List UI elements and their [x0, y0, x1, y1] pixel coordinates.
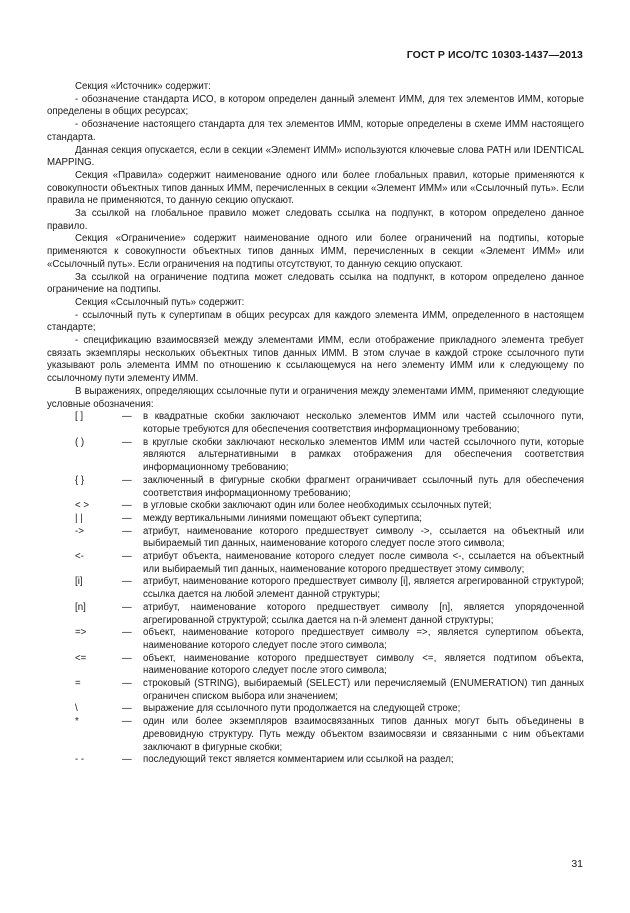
dash: —	[122, 474, 132, 486]
standard-header: ГОСТ Р ИСО/ТС 10303-1437—2013	[406, 49, 583, 61]
notation-item	[47, 526, 584, 551]
notation-text: атрибут, наименование которого предшествует символу ->, ссылается на объектный или выбираемый тип данных, наименование которого следует после этого символа;	[143, 525, 584, 550]
notation-item	[47, 513, 584, 526]
dash: —	[122, 576, 132, 588]
dash: —	[122, 551, 132, 563]
paragraph: Секция «Ссылочный путь» содержит:	[75, 296, 245, 308]
dash: —	[122, 500, 132, 512]
paragraph: - спецификацию взаимосвязей между элементами ИММ, если отображение прикладного элемента требует связать экземпляры нескольких объектных типов данных ИММ. В этом случае в каждой строке ссылочного пути указывают роль элемента ИММ по отношению к ссылающемуся на него элементу ИММ или к следующему по ссылочному пути элементу ИММ.	[47, 335, 584, 385]
notation-symbol: [ ]	[75, 411, 84, 423]
notation-item	[47, 627, 584, 652]
dash: —	[122, 627, 132, 639]
notation-text: в квадратные скобки заключают несколько элементов ИММ или частей ссылочного пути, которые требуются для обеспечения соответствия информационному требованию;	[143, 411, 584, 435]
dash: —	[122, 436, 132, 448]
notation-item	[47, 678, 584, 703]
notation-symbol: < >	[75, 500, 90, 512]
notation-symbol: <=	[75, 652, 87, 664]
notation-text: между вертикальными линиями помещают объект супертипа;	[143, 512, 422, 524]
dash: —	[122, 411, 132, 423]
notation-symbol: =	[75, 678, 81, 690]
notation-item	[47, 703, 584, 716]
notation-text: один или более экземпляров взаимосвязанных типов данных могут быть объединены в древовидную структуру. Путь между объектом взаимосвязи и связанными с ним объектами заключают в фигурные скобки;	[143, 716, 584, 753]
dash: —	[122, 512, 132, 524]
notation-symbol: | |	[75, 512, 83, 524]
paragraph: - обозначение стандарта ИСО, в котором определен данный элемент ИММ, для тех элементов ИММ, которые определены в общих ресурсах;	[47, 93, 584, 118]
notation-symbol: *	[75, 716, 79, 728]
notation-item	[47, 716, 584, 754]
notation-text: строковый (STRING), выбираемый (SELECT) или перечисляемый (ENUMERATION) тип данных ограничен списком выбора или значением;	[143, 678, 584, 702]
body-text	[47, 81, 584, 767]
paragraph: - обозначение настоящего стандарта для тех элементов ИММ, которые определены в схеме ИММ настоящего стандарта.	[47, 119, 584, 143]
paragraph: За ссылкой на ограничение подтипа может следовать ссылка на подпункт, в котором определено данное ограничение на подтипы.	[47, 271, 584, 296]
notation-text: выражение для ссылочного пути продолжается на следующей строке;	[143, 703, 461, 715]
notation-symbol: - -	[75, 754, 85, 766]
notation-symbol: ->	[75, 525, 84, 537]
paragraph: За ссылкой на глобальное правило может следовать ссылка на подпункт, в котором определено данное правило.	[47, 208, 584, 232]
notation-text: атрибут, наименование которого предшествует символу [n], является упорядоченной агрегированной структурой; ссылка дается на n-й элемент данной структуры;	[143, 601, 584, 626]
notation-item	[47, 551, 584, 576]
notation-text: последующий текст является комментарием или ссылкой на раздел;	[143, 754, 454, 766]
notation-symbol: \	[75, 703, 78, 715]
dash: —	[122, 716, 132, 728]
notation-symbol: <-	[75, 551, 84, 563]
notation-text: объект, наименование которого предшествует символу =>, является супертипом объекта, наименование которого следует после этого символа;	[143, 627, 584, 651]
notation-symbol: ( )	[75, 436, 85, 448]
notation-text: заключенный в фигурные скобки фрагмент ограничивает ссылочный путь для обеспечения соответствия информационному требованию;	[143, 474, 584, 499]
notation-item	[47, 475, 584, 500]
dash: —	[122, 678, 132, 690]
paragraph: Секция «Ограничение» содержит наименование одного или более ограничений на подтипы, которые применяются к совокупности объектных типов данных ИММ, перечисленных в секции «Элемент ИММ» или «Ссылочный путь». Если ограничения на подтипы отсутствуют, то данную секцию опускают.	[47, 233, 584, 270]
notation-symbol: [n]	[75, 601, 86, 613]
notation-item	[47, 602, 584, 627]
notation-item	[47, 500, 584, 513]
paragraph: - ссылочный путь к супертипам в общих ресурсах для каждого элемента ИММ, определенного в настоящем стандарте;	[47, 309, 584, 334]
paragraph: В выражениях, определяющих ссылочные пути и ограничения между элементами ИММ, применяют следующие условные обозначения:	[47, 385, 584, 410]
dash: —	[122, 525, 132, 537]
notation-symbol: { }	[75, 474, 85, 486]
notation-item	[47, 754, 584, 767]
page-number: 31	[571, 858, 583, 870]
notation-text: атрибут, наименование которого предшествует символу [i], является агрегированной структурой; ссылка дается на любой элемент данной структуры;	[143, 576, 584, 601]
notation-text: атрибут объекта, наименование которого следует после символа <-, ссылается на объектный или выбираемый тип данных, наименование которого предшествует этому символу;	[143, 551, 584, 575]
dash: —	[122, 601, 132, 613]
paragraph: Секция «Источник» содержит:	[75, 81, 211, 92]
dash: —	[122, 703, 132, 715]
dash: —	[122, 754, 132, 766]
notation-item	[47, 437, 584, 475]
dash: —	[122, 652, 132, 664]
notation-text: в круглые скобки заключают несколько элементов ИММ или частей ссылочного пути, которые являются альтернативными в рамках отображения для обеспечения соответствия информационному требованию;	[143, 436, 584, 474]
notation-item	[47, 411, 584, 436]
notation-text: объект, наименование которого предшествует символу <=, является подтипом объекта, наименование которого следует после этого символа;	[143, 652, 584, 677]
notation-list	[47, 411, 584, 767]
notation-item	[47, 576, 584, 601]
notation-symbol: [i]	[75, 576, 83, 588]
notation-symbol: =>	[75, 627, 87, 639]
paragraph: Данная секция опускается, если в секции «Элемент ИММ» используются ключевые слова PATH или IDENTICAL MAPPING.	[47, 144, 584, 169]
notation-text: в угловые скобки заключают один или более необходимых ссылочных путей;	[143, 500, 492, 512]
notation-item	[47, 653, 584, 678]
paragraph: Секция «Правила» содержит наименование одного или более глобальных правил, которые применяются к совокупности объектных типов данных ИММ, перечисленных в секции «Элемент ИММ» или «Ссылочный путь». Если правила не применяются, то данную секцию опускают.	[47, 169, 584, 207]
